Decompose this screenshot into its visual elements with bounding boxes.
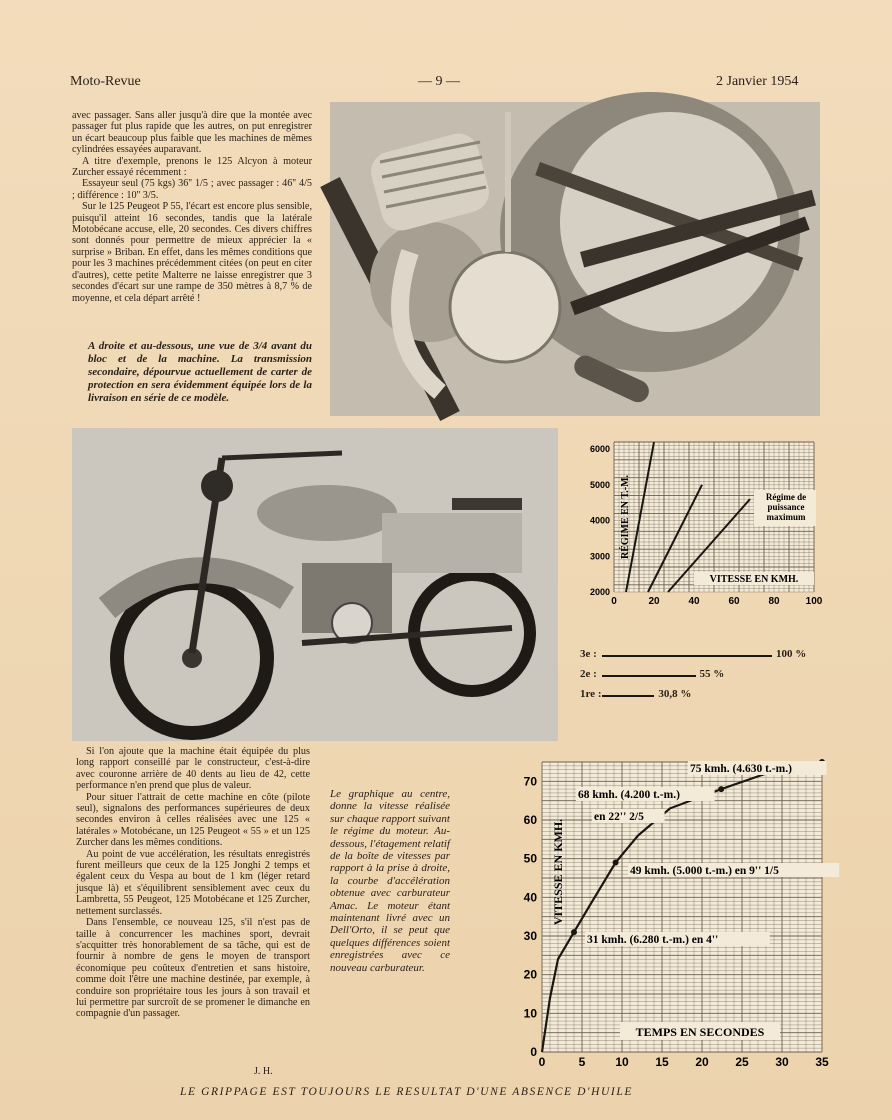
y-tick-label: 0 <box>530 1045 537 1059</box>
x-axis-label: TEMPS EN SECONDES <box>635 1025 765 1039</box>
y-tick-label: 6000 <box>589 444 610 455</box>
y-tick-label: 4000 <box>589 515 610 526</box>
chart-caption: Le graphique au centre, donne la vitesse réalisée sur chaque rapport suivant le régime du moteur. Au-dessous, l'étagement relatif de la boîte de vitesses par rapport à la prise à droite, la courbe d'accélération obtenue avec carburateur Amac. Le moteur étant maintenant livré avec un Dell'Orto, il se peut que quelques différences soient enregistrées avec ce nouveau carburateur. <box>330 788 450 974</box>
gear-label: 3e : <box>580 648 597 660</box>
y-axis-label: VITESSE EN KMH. <box>551 818 565 926</box>
x-tick-label: 40 <box>688 596 700 607</box>
gear-ratio-value: 100 % <box>776 648 807 660</box>
x-tick-label: 20 <box>648 596 660 607</box>
article-column-top <box>72 110 312 304</box>
author-signature: J. H. <box>254 1066 273 1077</box>
gear-ratio-bar <box>602 655 772 657</box>
annotation-text: 75 kmh. (4.630 t.-m.) <box>690 763 792 775</box>
paragraph: Essayeur seul (75 kgs) 36'' 1/5 ; avec passager : 46'' 4/5 ; différence : 10'' 3/5. <box>72 178 312 201</box>
y-tick-label: 30 <box>523 929 537 943</box>
y-tick-label: 40 <box>523 890 537 905</box>
y-tick-label: 5000 <box>589 479 610 490</box>
y-tick-label: 60 <box>523 813 537 827</box>
x-tick-label: 100 <box>805 596 823 607</box>
annotation-text: Régime de <box>765 492 807 502</box>
paragraph: Sur le 125 Peugeot P 55, l'écart est encore plus sensible, puisqu'il atteint 16 secondes, tandis que la latérale Motobécane accuse, elle, 20 secondes. Ces divers chiffres sont donnés pour permettre de mieux apprécier la « surprise » Briban. En effet, dans les mêmes conditions que pour les 3 machines précédemment citées (on peut en citer d'autres), cette petite Malterre ne laisse enregistrer que 3 secondes d'écart sur une rampe de 350 mètres à 8,7 % de moyenne, et cela départ arrêté ! <box>72 201 312 304</box>
paragraph: Dans l'ensemble, ce nouveau 125, s'il n'est pas de taille à concurrencer les machines sport, devrait s'acquitter très honorablement de sa tâche, qui est de fournir à nombre de gens le moyen de transport économique peu coûteux d'entretien et sans histoire, comme doit l'être une machine destinée, par exemple, à conduire son propriétaire tous les jours à son travail et lui permettre par surcroît de se promener le dimanche en compagnie d'un passager. <box>76 917 310 1020</box>
paragraph: Si l'on ajoute que la machine était équipée du plus long rapport conseillé par le constructeur, c'est-à-dire avec couronne arrière de 40 dents au lieu de 42, cette performance n'en prend que plus de valeur. <box>76 746 310 792</box>
plot-area <box>542 762 822 1052</box>
y-tick-label: 10 <box>523 1006 537 1021</box>
gear-ratio-bar <box>602 695 654 697</box>
x-tick-label: 35 <box>815 1055 829 1069</box>
photo-caption-top: A droite et au-dessous, une vue de 3/4 avant du bloc et de la machine. La transmission secondaire, dépourvue actuellement de carter de protection en sera évidemment équipée lors de la livraison en série de ce modèle. <box>88 340 312 404</box>
motorcycle-photo <box>72 428 558 741</box>
paragraph: A titre d'exemple, prenons le 125 Alcyon à moteur Zurcher essayé récemment : <box>72 155 312 179</box>
annotation-text: 68 kmh. (4.200 t.-m.) <box>578 789 680 801</box>
y-tick-label: 2000 <box>589 587 610 597</box>
acceleration-chart-svg <box>510 756 829 1076</box>
data-point <box>571 929 577 935</box>
x-tick-label: 10 <box>615 1055 629 1069</box>
article-column-bottom <box>76 746 310 1020</box>
y-tick-label: 70 <box>523 774 537 789</box>
rpm-speed-chart <box>570 436 823 616</box>
x-tick-label: 15 <box>655 1055 669 1069</box>
annotation-text: 49 kmh. (5.000 t.-m.) en 9'' 1/5 <box>630 865 779 877</box>
x-tick-label: 25 <box>735 1055 749 1069</box>
footer-slogan: LE GRIPPAGE EST TOUJOURS LE RESULTAT D'UNE ABSENCE D'HUILE <box>180 1086 633 1098</box>
paragraph: avec passager. Sans aller jusqu'à dire que la montée avec passager fut plus rapide que les autres, on put enregistrer un écart beaucoup plus faible que les machines de mêmes cylindrées essayées auparavant. <box>72 110 312 156</box>
x-axis-label: VITESSE EN KMH. <box>709 574 799 585</box>
engine-photo <box>330 102 820 416</box>
magazine-name: Moto-Revue <box>70 74 141 89</box>
data-point <box>718 786 724 792</box>
annotation-text: en 22'' 2/5 <box>594 811 644 823</box>
annotation-text: maximum <box>766 512 806 522</box>
data-point <box>613 860 619 866</box>
x-tick-label: 5 <box>578 1055 586 1069</box>
x-tick-label: 0 <box>538 1055 546 1069</box>
paragraph: Pour situer l'attrait de cette machine en côte (pilote seul), signalons des performances supérieures de deux secondes environ à celles réalisées avec une 125 « latérales » Motobécane, un 125 Peugeot « 55 » et un 125 Zurcher dans les mêmes conditions. <box>76 791 310 849</box>
paragraph: Au point de vue accélération, les résultats enregistrés furent meilleurs que ceux de la 125 Jonghi 2 temps et égalent ceux du Vespa au bout de 1 km (léger retard jusque là) et s'équilibrent sensiblement avec ceux du Lambretta, 55 Peugeot, 125 Motobécane et 125 Zurcher, nettement surclassés. <box>76 848 310 917</box>
x-tick-label: 60 <box>728 596 740 607</box>
y-axis-label: RÉGIME EN T.-M. <box>620 474 631 560</box>
y-tick-label: 20 <box>523 967 537 982</box>
rpm-speed-chart-svg <box>570 436 823 616</box>
x-tick-label: 30 <box>775 1055 789 1069</box>
y-tick-label: 50 <box>523 851 537 866</box>
issue-date: 2 Janvier 1954 <box>716 74 799 89</box>
gear-ratio-value: 55 % <box>699 668 725 680</box>
x-tick-label: 20 <box>695 1055 709 1069</box>
x-tick-label: 80 <box>768 596 780 607</box>
annotation-text: 31 kmh. (6.280 t.-m.) en 4'' <box>587 934 719 946</box>
x-tick-label: 0 <box>611 596 617 607</box>
annotation-text: puissance <box>767 502 805 512</box>
page-number: — 9 — <box>418 74 460 89</box>
y-tick-label: 3000 <box>589 551 610 562</box>
gear-ratio-bar <box>602 675 696 677</box>
gear-label: 2e : <box>580 668 597 680</box>
acceleration-chart <box>510 756 829 1076</box>
gear-ratio-value: 30,8 % <box>658 688 692 700</box>
gear-label: 1re : <box>580 688 602 700</box>
